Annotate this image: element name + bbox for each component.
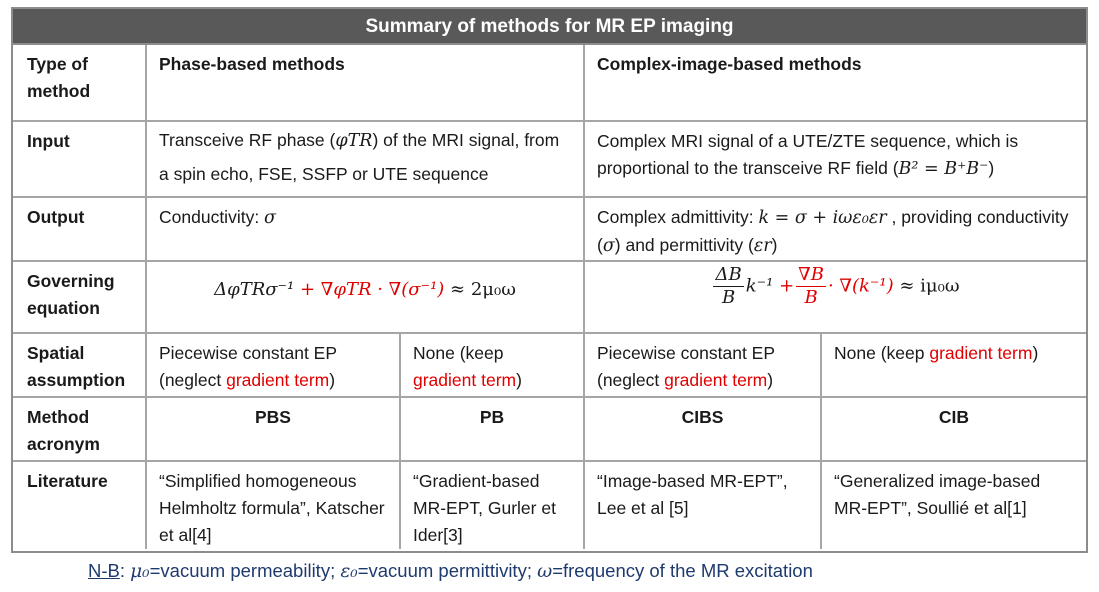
- sigma-symbol-2: σ: [602, 236, 615, 256]
- footnote-eps-text: =vacuum permittivity;: [357, 560, 538, 581]
- spatial-cibs: [584, 333, 821, 397]
- epsilon-r-symbol: εr: [753, 236, 772, 256]
- footnote: [88, 560, 813, 582]
- header-phase-based: Phase-based methods: [146, 45, 584, 121]
- row-equation: [13, 261, 1086, 333]
- label-spatial: Spatial assumption: [13, 333, 146, 397]
- input-complex: [584, 121, 1086, 197]
- output-complex-text-d: ): [771, 235, 778, 255]
- footnote-mu-text: =vacuum permeability;: [149, 560, 341, 581]
- plus-sign: +: [773, 275, 795, 297]
- spatial-pb-a: None (keep: [413, 343, 504, 363]
- output-complex: [584, 197, 1086, 261]
- fraction-gradient-b: [796, 264, 826, 309]
- spatial-cibs-red: gradient term: [664, 370, 768, 390]
- equation-phase-gradient-term: + ∇φTR · ∇(σ⁻¹): [294, 279, 445, 300]
- footnote-colon: :: [119, 560, 131, 581]
- acronym-cibs: CIBS: [584, 397, 821, 461]
- label-type: Type of method: [13, 45, 146, 121]
- omega-symbol: ω: [537, 561, 553, 582]
- equation-phase: [146, 261, 584, 333]
- header-complex-based: Complex-image-based methods: [584, 45, 1086, 121]
- eps0-symbol: ε₀: [340, 561, 358, 582]
- sigma-symbol: σ: [264, 208, 276, 228]
- spatial-pb: [400, 333, 584, 397]
- output-phase-text: Conductivity:: [159, 207, 265, 227]
- k-inverse: k⁻¹: [745, 275, 774, 297]
- footnote-prefix: N-B: [88, 560, 120, 581]
- footnote-omega-text: =frequency of the MR excitation: [552, 560, 813, 581]
- fraction-laplacian-b: [713, 264, 743, 309]
- spatial-cibs-b: ): [767, 370, 774, 390]
- acronym-pb: PB: [400, 397, 584, 461]
- equation-phase-rhs: ≈ 2μ₀ω: [444, 279, 516, 300]
- row-input: [13, 121, 1086, 197]
- spatial-pb-b: ): [516, 370, 522, 390]
- literature-cib: “Generalized image-based MR-EPT”, Soullié et al[1]: [821, 461, 1086, 549]
- acronym-pbs: PBS: [146, 397, 400, 461]
- grad-frac-num: ∇B: [798, 264, 824, 285]
- spatial-pbs: [146, 333, 400, 397]
- input-phase: [146, 121, 584, 197]
- methods-table: [13, 45, 1086, 549]
- input-complex-text-b: ): [988, 158, 995, 178]
- label-acronym: Method acronym: [13, 397, 146, 461]
- frac-num: ΔB: [715, 264, 742, 285]
- output-complex-text-c: ) and permittivity (: [614, 235, 754, 255]
- spatial-cib-b: ): [1032, 343, 1039, 363]
- spatial-cib: [821, 333, 1086, 397]
- spatial-cib-a: None (keep: [834, 343, 930, 363]
- gradient-term: · ∇(k⁻¹): [827, 275, 894, 297]
- equation-complex-rhs: ≈ iμ₀ω: [893, 275, 960, 297]
- spatial-cib-red: gradient term: [929, 343, 1033, 363]
- mu0-symbol: μ₀: [130, 561, 150, 582]
- label-output: Output: [13, 197, 146, 261]
- spatial-pbs-red: gradient term: [226, 370, 330, 390]
- frac-den: B: [721, 287, 736, 308]
- grad-frac-den: B: [804, 287, 818, 308]
- row-output: [13, 197, 1086, 261]
- output-phase: [146, 197, 584, 261]
- equation-phase-lhs: ΔφTRσ⁻¹: [214, 279, 295, 300]
- acronym-cib: CIB: [821, 397, 1086, 461]
- spatial-cibs-a: Piecewise constant EP (neglect: [597, 343, 775, 390]
- spatial-pbs-a: Piecewise constant EP (neglect: [159, 343, 337, 390]
- literature-pbs: “Simplified homogeneous Helmholtz formula”, Katscher et al[4]: [146, 461, 400, 549]
- methods-table-frame: [11, 7, 1088, 553]
- literature-cibs: “Image-based MR-EPT”, Lee et al [5]: [584, 461, 821, 549]
- label-input: Input: [13, 121, 146, 197]
- input-complex-text-a: Complex MRI signal of a UTE/ZTE sequence, which is proportional to the transceive RF field (: [597, 131, 1019, 178]
- row-spatial: [13, 333, 1086, 397]
- b-squared-symbol: B² = B⁺B⁻: [898, 159, 989, 179]
- admittivity-formula: k = σ + iωε₀εr: [758, 208, 887, 228]
- row-acronym: [13, 397, 1086, 461]
- phi-tr-symbol: φTR: [335, 131, 373, 151]
- table-title: Summary of methods for MR EP imaging: [13, 9, 1086, 45]
- spatial-pb-red: gradient term: [413, 370, 517, 390]
- literature-pb: “Gradient-based MR-EPT, Gurler et Ider[3]: [400, 461, 584, 549]
- spatial-pbs-b: ): [329, 370, 336, 390]
- output-complex-text-b: , providing conductivity (: [597, 207, 1069, 255]
- row-literature: [13, 461, 1086, 549]
- input-phase-text-a: Transceive RF phase (: [159, 130, 336, 150]
- input-phase-text-b: ) of the MRI signal, from a spin echo, FSE, SSFP or UTE sequence: [159, 130, 560, 184]
- output-complex-text-a: Complex admittivity:: [597, 207, 759, 227]
- equation-complex: [584, 261, 1086, 333]
- row-type: [13, 45, 1086, 121]
- label-literature: Literature: [13, 461, 146, 549]
- label-equation: Governing equation: [13, 261, 146, 333]
